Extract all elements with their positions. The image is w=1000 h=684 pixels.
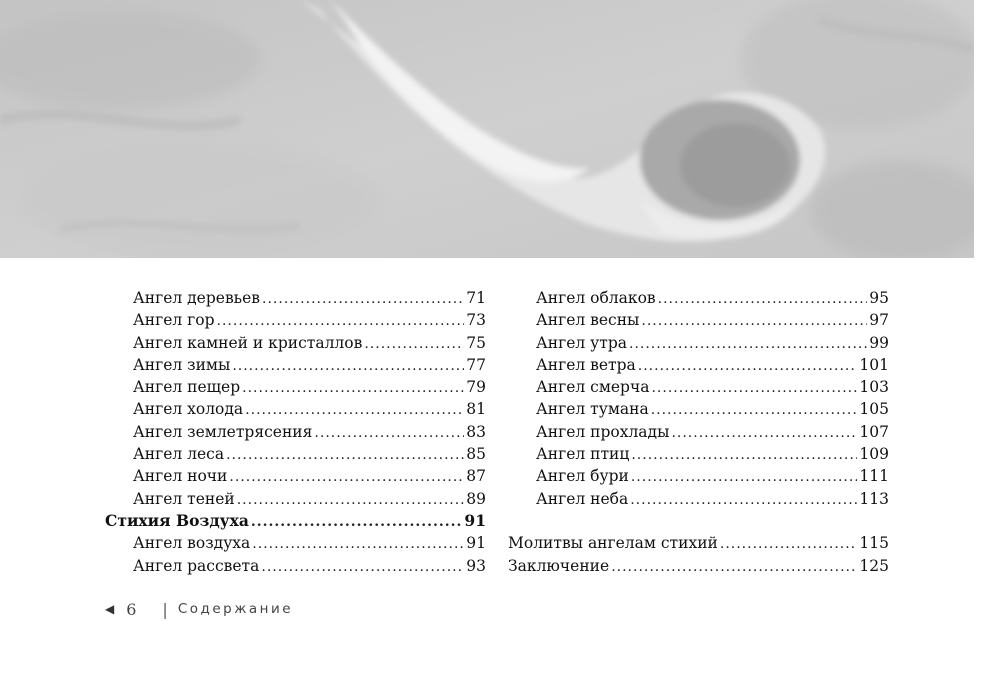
toc-entry[interactable] <box>508 376 889 398</box>
toc-entry[interactable] <box>508 443 889 465</box>
toc-entry-title: Ангел бури <box>536 467 629 486</box>
toc-entry-page: 81 <box>466 400 486 419</box>
toc-entry-title: Ангел облаков <box>536 289 656 307</box>
toc-entry-title: Ангел прохлады <box>536 422 670 441</box>
toc-entry[interactable] <box>508 465 889 487</box>
toc-dot-leader <box>641 310 867 332</box>
toc-entry[interactable] <box>105 398 486 420</box>
toc-entry-title: Ангел зимы <box>133 355 231 374</box>
toc-dot-leader <box>242 377 464 399</box>
toc-dot-leader <box>364 333 464 355</box>
toc-entry-page: 115 <box>859 534 889 553</box>
toc-entry-title: Ангел гор <box>133 311 215 330</box>
toc-entry-title: Ангел птиц <box>536 445 630 464</box>
toc-entry[interactable] <box>105 532 486 554</box>
toc-entry-page: 111 <box>859 467 889 486</box>
toc-dot-leader <box>229 466 464 488</box>
toc-dot-leader <box>658 288 868 310</box>
toc-dot-leader <box>237 489 465 511</box>
toc-dot-leader <box>720 533 858 555</box>
toc-entry-page: 91 <box>464 510 486 530</box>
toc-dot-leader <box>629 333 867 355</box>
toc-entry[interactable] <box>508 354 889 376</box>
toc-entry[interactable] <box>105 332 486 354</box>
toc-entry[interactable] <box>105 287 486 309</box>
toc-entry-title: Ангел ветра <box>536 355 636 374</box>
toc-dot-leader <box>252 533 464 555</box>
toc-dot-leader <box>232 355 464 377</box>
toc-entry[interactable] <box>105 555 486 577</box>
toc-entry-page: 93 <box>466 556 486 575</box>
toc-entry[interactable] <box>508 309 889 331</box>
toc-entry-title: Ангел леса <box>133 445 225 464</box>
toc-dot-leader <box>631 466 858 488</box>
toc-section-heading[interactable] <box>105 510 486 532</box>
toc-entry-page: 85 <box>466 445 486 464</box>
toc-dot-leader <box>671 422 857 444</box>
toc-dot-leader <box>262 288 464 310</box>
toc-dot-leader <box>245 399 464 421</box>
toc-entry-title: Ангел теней <box>133 489 235 508</box>
toc-entry-title: Заключение <box>508 556 610 575</box>
toc-entry-page: 75 <box>466 333 486 352</box>
toc-entry-title: Ангел воздуха <box>133 534 251 553</box>
toc-entry-page: 105 <box>859 400 889 419</box>
toc-entry-title: Ангел смерча <box>536 378 650 397</box>
toc-entry-page: 89 <box>466 489 486 508</box>
toc-entry-page: 83 <box>466 422 486 441</box>
toc-entry-title: Ангел утра <box>536 333 627 352</box>
toc-dot-leader <box>261 556 464 578</box>
toc-entry-page: 103 <box>859 378 889 397</box>
toc-entry[interactable] <box>105 443 486 465</box>
toc-dot-leader <box>217 310 465 332</box>
toc-entry-title: Ангел рассвета <box>133 556 260 575</box>
toc-entry-title: Ангел деревьев <box>133 289 261 307</box>
toc-entry[interactable] <box>105 354 486 376</box>
page-footer <box>105 598 293 620</box>
toc-entry[interactable] <box>508 555 889 577</box>
toc-entry-title: Ангел весны <box>536 311 640 330</box>
toc-dot-leader <box>251 511 463 533</box>
toc-entry[interactable] <box>508 421 889 443</box>
previous-page-arrow-icon[interactable]: ◀ <box>105 602 115 616</box>
page-number: 6 <box>126 599 137 619</box>
toc-entry-page: 71 <box>466 289 486 307</box>
toc-entry-page: 109 <box>859 445 889 464</box>
toc-entry-page: 125 <box>859 556 889 575</box>
toc-entry-page: 107 <box>859 422 889 441</box>
toc-entry-page: 77 <box>466 355 486 374</box>
toc-dot-leader <box>651 399 858 421</box>
toc-dot-leader <box>611 556 857 578</box>
toc-dot-leader <box>651 377 857 399</box>
toc-dot-leader <box>631 444 857 466</box>
toc-entry[interactable] <box>508 287 889 309</box>
toc-dot-leader <box>314 422 464 444</box>
toc-entry[interactable] <box>105 309 486 331</box>
toc-entry-page: 99 <box>869 333 889 352</box>
toc-entry-title: Стихия Воздуха <box>105 510 249 530</box>
toc-right-column <box>508 287 889 577</box>
toc-entry[interactable] <box>105 488 486 510</box>
toc-dot-leader <box>226 444 464 466</box>
toc-entry-title: Ангел землетрясения <box>133 422 313 441</box>
toc-entry-title: Ангел неба <box>536 489 629 508</box>
toc-entry-page: 95 <box>869 289 889 307</box>
toc-entry-title: Ангел пещер <box>133 378 241 397</box>
toc-dot-leader <box>630 489 857 511</box>
section-label: Содержание <box>177 601 294 617</box>
toc-entry-page: 97 <box>869 311 889 330</box>
toc-entry-page: 113 <box>859 489 889 508</box>
toc-entry[interactable] <box>105 465 486 487</box>
toc-entry[interactable] <box>508 488 889 510</box>
toc-entry[interactable] <box>508 532 889 554</box>
toc-entry[interactable] <box>508 398 889 420</box>
toc-entry-title: Ангел холода <box>133 400 244 419</box>
toc-entry-page: 87 <box>466 467 486 486</box>
toc-entry-page: 73 <box>466 311 486 330</box>
toc-entry-title: Ангел ночи <box>133 467 228 486</box>
toc-dot-leader <box>638 355 858 377</box>
toc-spacer <box>508 510 889 532</box>
toc-entry[interactable] <box>105 421 486 443</box>
toc-entry-title: Молитвы ангелам стихий <box>508 534 718 553</box>
toc-entry-page: 91 <box>466 534 486 553</box>
marble-texture-image <box>0 0 974 258</box>
toc-entry-page: 79 <box>466 378 486 397</box>
toc-entry-title: Ангел тумана <box>536 400 649 419</box>
footer-separator: | <box>162 599 168 619</box>
toc-entry[interactable] <box>508 332 889 354</box>
toc-entry-title: Ангел камней и кристаллов <box>133 333 363 352</box>
toc-entry-page: 101 <box>859 355 889 374</box>
toc-left-column <box>105 287 486 577</box>
toc-entry[interactable] <box>105 376 486 398</box>
header-image <box>0 0 974 258</box>
